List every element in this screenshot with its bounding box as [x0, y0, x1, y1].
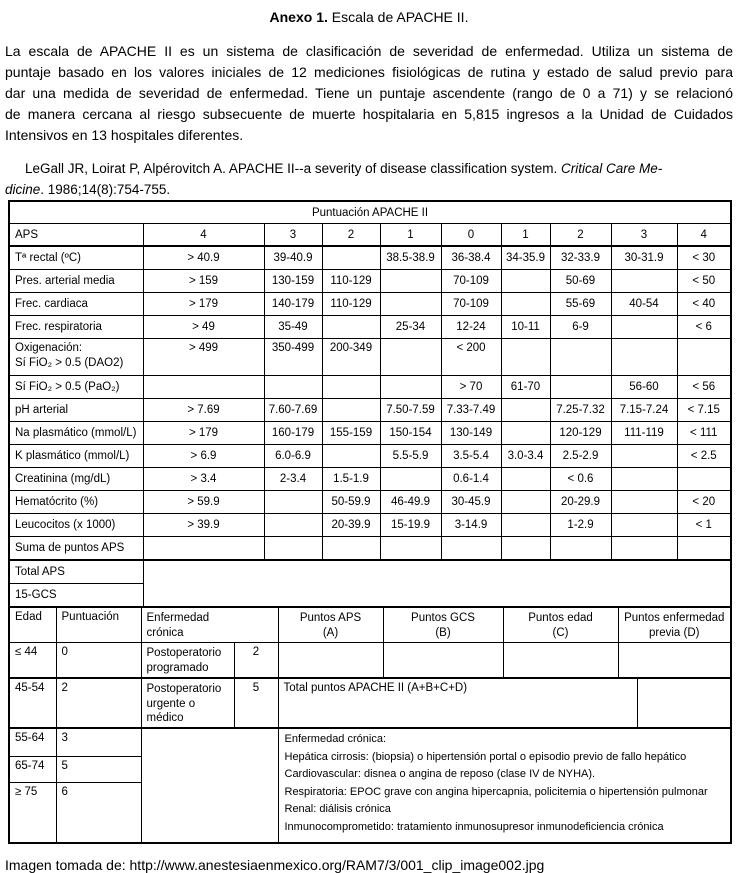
value-cell: 15-19.9: [380, 514, 441, 537]
total-aps-value-cell: [143, 560, 731, 607]
value-cell: [264, 376, 322, 399]
value-cell: [501, 399, 550, 422]
value-cell: < 200: [441, 339, 501, 376]
value-cell: 155-159: [322, 422, 380, 445]
value-cell: 50-69: [550, 270, 611, 293]
citation-line: [5, 179, 733, 200]
value-cell: > 179: [143, 293, 264, 316]
value-cell: 25-34: [380, 316, 441, 339]
empty-cell: [383, 643, 503, 679]
value-cell: [501, 491, 550, 514]
value-cell: 130-159: [264, 270, 322, 293]
value-cell: [322, 246, 380, 270]
value-cell: 46-49.9: [380, 491, 441, 514]
value-cell: < 56: [677, 376, 731, 399]
value-cell: 6.0-6.9: [264, 445, 322, 468]
value-cell: < 2.5: [677, 445, 731, 468]
age-points: 3: [56, 728, 141, 757]
value-cell: 111-119: [611, 422, 677, 445]
empty-cell: [618, 643, 731, 679]
table-row: [9, 293, 731, 316]
value-cell: [677, 339, 731, 376]
image-source-caption: Imagen tomada de: http://www.anestesiaenmexico.org/RAM7/3/001_clip_image002.jpg: [5, 857, 545, 873]
chronic-line: Hepática cirrosis: (biopsia) o hipertensión portal o episodio previo de fallo hepático: [284, 750, 687, 763]
value-cell: [264, 491, 322, 514]
value-cell: [501, 422, 550, 445]
value-cell: 30-31.9: [611, 246, 677, 270]
value-cell: 70-109: [441, 293, 501, 316]
value-cell: 3.5-5.4: [441, 445, 501, 468]
empty-cell: [503, 643, 618, 679]
score-col-header: 2: [322, 224, 380, 247]
paragraph-line: La escala de APACHE II es un sistema de clasificación de severidad de enfermedad. Utiliza un sistema de: [5, 43, 733, 59]
value-cell: < 111: [677, 422, 731, 445]
table-row: [9, 399, 731, 422]
value-cell: 55-69: [550, 293, 611, 316]
empty-cell: [550, 537, 611, 561]
paragraph-line: puntaje basado en los valores iniciales de 12 mediciones fisiológicas de rutina y estado de salud previo para: [5, 64, 733, 80]
age-points: 2: [56, 678, 141, 728]
table-row: [9, 316, 731, 339]
value-cell: 2-3.4: [264, 468, 322, 491]
value-cell: 2.5-2.9: [550, 445, 611, 468]
citation: [5, 158, 733, 200]
row-label: Na plasmático (mmol/L): [9, 422, 143, 445]
header-line2: (B): [435, 627, 451, 639]
value-cell: > 39.9: [143, 514, 264, 537]
chronic-disease-definitions: [278, 728, 731, 843]
value-cell: [322, 376, 380, 399]
empty-cell: [677, 537, 731, 561]
age-row: [9, 728, 731, 757]
empty-cell: [380, 537, 441, 561]
score-col-header: 3: [611, 224, 677, 247]
value-cell: [611, 270, 677, 293]
value-cell: [550, 339, 611, 376]
value-cell: [501, 468, 550, 491]
total-apache-label: Total puntos APACHE II (A+B+C+D): [283, 682, 468, 694]
value-cell: [264, 514, 322, 537]
value-cell: [380, 468, 441, 491]
value-cell: [611, 316, 677, 339]
value-cell: [322, 399, 380, 422]
empty-cell: [441, 537, 501, 561]
value-cell: 200-349: [322, 339, 380, 376]
value-cell: 140-179: [264, 293, 322, 316]
citation-line: [5, 158, 733, 179]
age-points: 0: [56, 643, 141, 679]
value-cell: < 20: [677, 491, 731, 514]
value-cell: 7.25-7.32: [550, 399, 611, 422]
chronic-option-points: 5: [234, 678, 278, 728]
header-line1: Puntos APS: [299, 612, 362, 624]
row-label: Frec. cardiaca: [9, 293, 143, 316]
row-label: pH arterial: [9, 399, 143, 422]
table-row: [9, 246, 731, 270]
value-cell: 6-9: [550, 316, 611, 339]
age-row: [9, 678, 731, 728]
value-cell: [611, 491, 677, 514]
age-range: 45-54: [9, 678, 56, 728]
value-cell: < 1: [677, 514, 731, 537]
value-cell: > 179: [143, 422, 264, 445]
value-cell: 30-45.9: [441, 491, 501, 514]
age-row: [9, 643, 731, 679]
value-cell: 110-129: [322, 293, 380, 316]
chronic-option-points: 2: [234, 643, 278, 679]
value-cell: 12-24: [441, 316, 501, 339]
value-cell: 7.33-7.49: [441, 399, 501, 422]
chronic-option-label: Postoperatorio programado: [141, 643, 234, 679]
age-points: 6: [56, 783, 141, 844]
value-cell: 7.15-7.24: [611, 399, 677, 422]
chronic-line: Inmunocomprometido: tratamiento inmunosupresor inmunodeficiencia crónica: [284, 820, 664, 833]
row-label: Suma de puntos APS: [9, 537, 143, 561]
value-cell: > 159: [143, 270, 264, 293]
value-cell: 7.60-7.69: [264, 399, 322, 422]
table-row: [9, 514, 731, 537]
value-cell: [380, 293, 441, 316]
value-cell: 120-129: [550, 422, 611, 445]
chronic-line: Cardiovascular: disnea o angina de reposo (clase IV de NYHA).: [284, 768, 596, 781]
age-range: 65-74: [9, 757, 56, 783]
aps-header-row: [9, 224, 731, 247]
row-label: Hematócrito (%): [9, 491, 143, 514]
value-cell: > 70: [441, 376, 501, 399]
paragraph-line: dar una medida de severidad de enfermedad. Tiene un puntaje ascendente (rango de 0 a 71) y se relacionó: [5, 85, 733, 101]
row-label: Leucocitos (x 1000): [9, 514, 143, 537]
value-cell: < 6: [677, 316, 731, 339]
value-cell: > 59.9: [143, 491, 264, 514]
value-cell: [380, 339, 441, 376]
row-label: Creatinina (mg/dL): [9, 468, 143, 491]
value-cell: < 7.15: [677, 399, 731, 422]
title-bold: Anexo 1.: [269, 9, 328, 25]
value-cell: [611, 445, 677, 468]
score-col-header: 2: [550, 224, 611, 247]
header-line2: (A): [322, 627, 339, 639]
value-cell: 70-109: [441, 270, 501, 293]
paragraph-line: de manera cercana al riesgo subsecuente de muerte hospitalaria en 5,815 ingresos a la Unidad de Cuidados: [5, 106, 733, 122]
row-label: Pres. arterial media: [9, 270, 143, 293]
value-cell: 7.50-7.59: [380, 399, 441, 422]
value-cell: > 7.69: [143, 399, 264, 422]
chronic-line: Respiratoria: EPOC grave con angina hipercapnia, policitemia o hipertensión pulmonar: [284, 785, 708, 798]
value-cell: 3-14.9: [441, 514, 501, 537]
value-cell: 38.5-38.9: [380, 246, 441, 270]
total-apache-wrap: [279, 679, 731, 727]
citation-journal: Critical Care Me-: [560, 161, 663, 176]
apache-summary-table: [8, 606, 732, 844]
table-row: [9, 270, 731, 293]
puntos-aps-header: [278, 607, 383, 643]
header-line1: Puntos enfermedad: [624, 612, 725, 624]
row-label: K plasmático (mmol/L): [9, 445, 143, 468]
aps-header-label: APS: [9, 224, 143, 247]
edad-header: Edad: [9, 607, 56, 643]
value-cell: 35-49: [264, 316, 322, 339]
puntuacion-header: Puntuación: [56, 607, 141, 643]
value-cell: 1.5-1.9: [322, 468, 380, 491]
puntos-enfermedad-previa-header: [618, 607, 731, 643]
value-cell: [611, 468, 677, 491]
score-col-header: 1: [380, 224, 441, 247]
row-label: Sí FiO₂ > 0.5 (PaO₂): [9, 376, 143, 399]
value-cell: 61-70: [501, 376, 550, 399]
value-cell: 350-499: [264, 339, 322, 376]
value-cell: [677, 468, 731, 491]
apache-score-table: [8, 200, 732, 608]
value-cell: [143, 376, 264, 399]
empty-cell: [501, 537, 550, 561]
total-aps-row: [9, 560, 731, 584]
score-col-header: 4: [677, 224, 731, 247]
value-cell: 50-59.9: [322, 491, 380, 514]
value-cell: [501, 514, 550, 537]
citation-text: LeGall JR, Loirat P, Alpérovitch A. APACHE II--a severity of disease classification system.: [25, 161, 561, 176]
chronic-line: Enfermedad crónica:: [284, 733, 386, 745]
document-page: [0, 9, 738, 873]
score-col-header: 0: [441, 224, 501, 247]
header-line1: Puntos edad: [528, 612, 593, 624]
row-label: Frec. respiratoria: [9, 316, 143, 339]
value-cell: 20-39.9: [322, 514, 380, 537]
empty-cell: [143, 537, 264, 561]
table-row: [9, 491, 731, 514]
value-cell: [501, 270, 550, 293]
value-cell: [322, 445, 380, 468]
value-cell: 36-38.4: [441, 246, 501, 270]
table-row: [9, 468, 731, 491]
aps-sum-row: [9, 537, 731, 561]
value-cell: 110-129: [322, 270, 380, 293]
table-title: Puntuación APACHE II: [9, 201, 731, 224]
row-label-line2: Sí FiO₂ > 0.5 (DAO2): [15, 357, 124, 369]
age-range: ≤ 44: [9, 643, 56, 679]
puntos-gcs-header: [383, 607, 503, 643]
age-range: 55-64: [9, 728, 56, 757]
value-cell: < 50: [677, 270, 731, 293]
table-row: [9, 445, 731, 468]
header-line1: Puntos GCS: [411, 612, 475, 624]
header-line2: previa (D): [649, 627, 700, 639]
value-cell: 56-60: [611, 376, 677, 399]
table-row: [9, 422, 731, 445]
paragraph-line: Intensivos en 13 hospitales diferentes.: [5, 127, 244, 143]
value-cell: 34-35.9: [501, 246, 550, 270]
value-cell: > 499: [143, 339, 264, 376]
value-cell: 160-179: [264, 422, 322, 445]
value-cell: [550, 376, 611, 399]
chronic-option-label: Postoperatorio urgente o médico: [141, 678, 234, 728]
value-cell: 39-40.9: [264, 246, 322, 270]
header-line1: Enfermedad: [146, 612, 210, 624]
value-cell: 20-29.9: [550, 491, 611, 514]
table-title-row: [9, 201, 731, 224]
value-cell: < 40: [677, 293, 731, 316]
total-apache-value-cell: [637, 679, 730, 727]
value-cell: 0.6-1.4: [441, 468, 501, 491]
value-cell: < 0.6: [550, 468, 611, 491]
header-line2: (C): [552, 627, 569, 639]
age-points: 5: [56, 757, 141, 783]
value-cell: [611, 514, 677, 537]
citation-journal: dicine: [5, 182, 41, 197]
row-label: Total APS: [9, 560, 143, 584]
value-cell: 150-154: [380, 422, 441, 445]
value-cell: 5.5-5.9: [380, 445, 441, 468]
value-cell: < 30: [677, 246, 731, 270]
score-col-header: 4: [143, 224, 264, 247]
value-cell: 3.0-3.4: [501, 445, 550, 468]
value-cell: > 3.4: [143, 468, 264, 491]
table-row: [9, 339, 731, 376]
page-title: [0, 9, 738, 25]
puntos-edad-header: [503, 607, 618, 643]
enfermedad-cronica-header: [141, 607, 278, 643]
title-rest: Escala de APACHE II.: [327, 9, 469, 25]
chronic-line: Renal: diálisis crónica: [284, 803, 391, 816]
value-cell: [380, 376, 441, 399]
table-row: [9, 376, 731, 399]
value-cell: [501, 339, 550, 376]
citation-text: . 1986;14(8):754-755.: [40, 182, 171, 197]
value-cell: [501, 293, 550, 316]
value-cell: [380, 270, 441, 293]
total-apache-cell: [278, 678, 731, 728]
value-cell: 1-2.9: [550, 514, 611, 537]
empty-cell: [611, 537, 677, 561]
empty-cell: [141, 728, 278, 843]
value-cell: 10-11: [501, 316, 550, 339]
row-label: [9, 339, 143, 376]
score-col-header: 1: [501, 224, 550, 247]
bottom-header-row: [9, 607, 731, 643]
score-col-header: 3: [264, 224, 322, 247]
value-cell: 32-33.9: [550, 246, 611, 270]
value-cell: > 40.9: [143, 246, 264, 270]
empty-cell: [322, 537, 380, 561]
value-cell: > 6.9: [143, 445, 264, 468]
value-cell: > 49: [143, 316, 264, 339]
empty-cell: [278, 643, 383, 679]
row-label: Tª rectal (ºC): [9, 246, 143, 270]
row-label: 15-GCS: [9, 584, 143, 608]
header-line2: crónica: [146, 627, 184, 639]
value-cell: [611, 339, 677, 376]
age-range: ≥ 75: [9, 783, 56, 844]
intro-paragraph: [5, 41, 733, 146]
empty-cell: [264, 537, 322, 561]
row-label-line1: Oxigenación:: [15, 342, 83, 354]
value-cell: 130-149: [441, 422, 501, 445]
value-cell: 40-54: [611, 293, 677, 316]
value-cell: [322, 316, 380, 339]
